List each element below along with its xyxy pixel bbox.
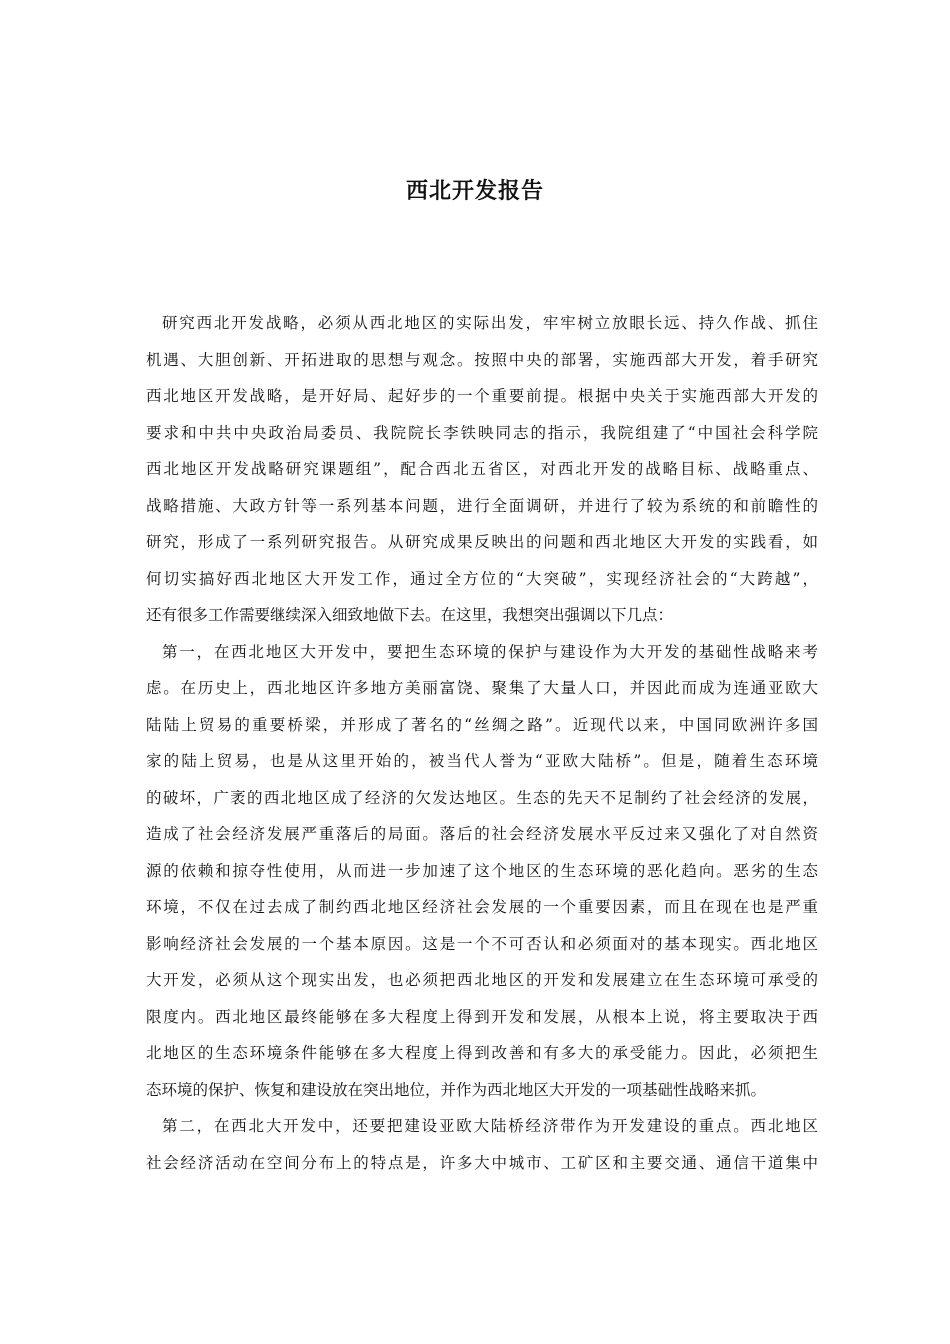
text-line: 第二，在西北大开发中，还要把建设亚欧大陆桥经济带作为开发建设的重点。西北地区	[162, 1117, 818, 1135]
text-line: 态环境的保护、恢复和建设放在突出地位，并作为西北地区大开发的一项基础性战略来抓。	[146, 1080, 767, 1099]
text-line: 研究，形成了一系列研究报告。从研究成果反映出的问题和西北地区大开发的实践看，如	[146, 533, 818, 551]
text-line: 战略措施、大政方针等一系列基本问题，进行全面调研，并进行了较为系统的和前瞻性的	[146, 496, 818, 515]
text-line: 社会经济活动在空间分布上的特点是，许多大中城市、工矿区和主要交通、通信干道集中	[146, 1153, 818, 1172]
text-line: 源的依赖和掠夺性使用，从而进一步加速了这个地区的生态环境的恶化趋向。恶劣的生态	[146, 861, 818, 880]
text-line: 影响经济社会发展的一个基本原因。这是一个不可否认和必须面对的基本现实。西北地区	[146, 934, 818, 953]
text-line: 研究西北开发战略，必须从西北地区的实际出发，牢牢树立放眼长远、持久作战、抓住	[162, 314, 818, 332]
document-title: 西北开发报告	[405, 178, 544, 204]
text-line: 西北地区开发战略，是开好局、起好步的一个重要前提。根据中央关于实施西部大开发的	[146, 387, 818, 405]
text-line: 第一，在西北地区大开发中，要把生态环境的保护与建设作为大开发的基础性战略来考	[162, 642, 818, 661]
text-line: 环境，不仅在过去成了制约西北地区经济社会发展的一个重要因素，而且在现在也是严重	[146, 898, 818, 916]
text-line: 要求和中共中央政治局委员、我院院长李铁映同志的指示，我院组建了“中国社会科学院	[146, 423, 818, 442]
text-line: 机遇、大胆创新、开拓进取的思想与观念。按照中央的部署，实施西部大开发，着手研究	[146, 350, 818, 369]
document-body	[146, 305, 818, 1181]
text-line: 虑。在历史上，西北地区许多地方美丽富饶、聚集了大量人口，并因此而成为连通亚欧大	[146, 679, 818, 697]
text-line: 的破坏，广袤的西北地区成了经济的欠发达地区。生态的先天不足制约了社会经济的发展，	[146, 788, 818, 807]
text-line: 大开发，必须从这个现实出发，也必须把西北地区的开发和发展建立在生态环境可承受的	[146, 971, 818, 989]
text-line: 造成了社会经济发展严重落后的局面。落后的社会经济发展水平反过来又强化了对自然资	[146, 825, 818, 843]
text-line: 限度内。西北地区最终能够在多大程度上得到开发和发展，从根本上说，将主要取决于西	[146, 1007, 818, 1026]
text-line: 西北地区开发战略研究课题组”，配合西北五省区，对西北开发的战略目标、战略重点、	[146, 460, 818, 478]
text-line: 陆陆上贸易的重要桥梁，并形成了著名的“丝绸之路”。近现代以来，中国同欧洲许多国	[146, 715, 818, 734]
text-line: 北地区的生态环境条件能够在多大程度上得到改善和有多大的承受能力。因此，必须把生	[146, 1044, 818, 1062]
text-line: 家的陆上贸易，也是从这里开始的，被当代人誉为“亚欧大陆桥”。但是，随着生态环境	[146, 752, 818, 770]
text-line: 还有很多工作需要继续深入细致地做下去。在这里，我想突出强调以下几点：	[146, 606, 674, 624]
text-line: 何切实搞好西北地区大开发工作，通过全方位的“大突破”，实现经济社会的“大跨越”，	[146, 569, 818, 588]
